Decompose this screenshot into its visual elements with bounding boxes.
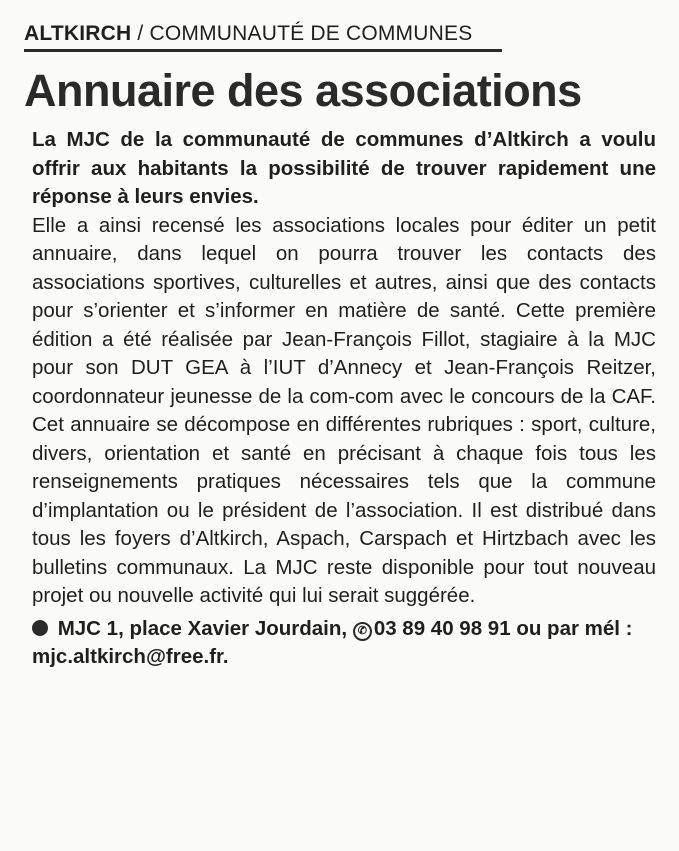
kicker-separator: / <box>137 22 144 45</box>
phone-icon: ✆ <box>353 622 372 641</box>
contact-address: MJC 1, place Xavier Jourdain, <box>57 616 348 640</box>
contact-line <box>32 615 656 672</box>
section-kicker <box>24 22 502 52</box>
bullet-icon <box>32 620 48 636</box>
contact-email[interactable]: mjc.altkirch@free.fr. <box>32 645 229 668</box>
contact-phone: 03 89 40 98 91 <box>373 616 511 640</box>
body-paragraph: Elle a ainsi recensé les associations locales pour éditer un petit annuaire, dans lequel on pourra trouver les contacts des associations sportives, culturelles et autres, ainsi que des contacts pour s’orienter et s’informer en matière de santé. Cette première édition a été réalisée par Jean-François Fillot, stagiaire à la MJC pour son DUT GEA à l’IUT d’Annecy et Jean-François Reitzer, coordonnateur jeunesse de la com-com avec le concours de la CAF. Cet annuaire se décompose en différentes rubriques : sport, culture, divers, orientation et santé en précisant à chaque fois tous les renseignements pratiques nécessaires tels que la commune d’implantation ou le président de l’association. Il est distribué dans tous les foyers d’Altkirch, Aspach, Carspach et Hirtzbach avec les bulletins communaux. La MJC reste disponible pour tout nouveau projet ou nouvelle activité qui lui serait suggérée. <box>32 213 656 607</box>
headline: Annuaire des associations <box>24 65 582 116</box>
lead-paragraph: La MJC de la communauté de communes d’Altkirch a voulu offrir aux habitants la possibilité de trouver rapidement une réponse à leurs envies. <box>32 128 656 208</box>
contact-joiner: ou par mél : <box>516 616 633 640</box>
kicker-place: ALTKIRCH <box>24 22 132 45</box>
kicker-region: COMMUNAUTÉ DE COMMUNES <box>149 22 473 45</box>
article <box>24 22 664 672</box>
